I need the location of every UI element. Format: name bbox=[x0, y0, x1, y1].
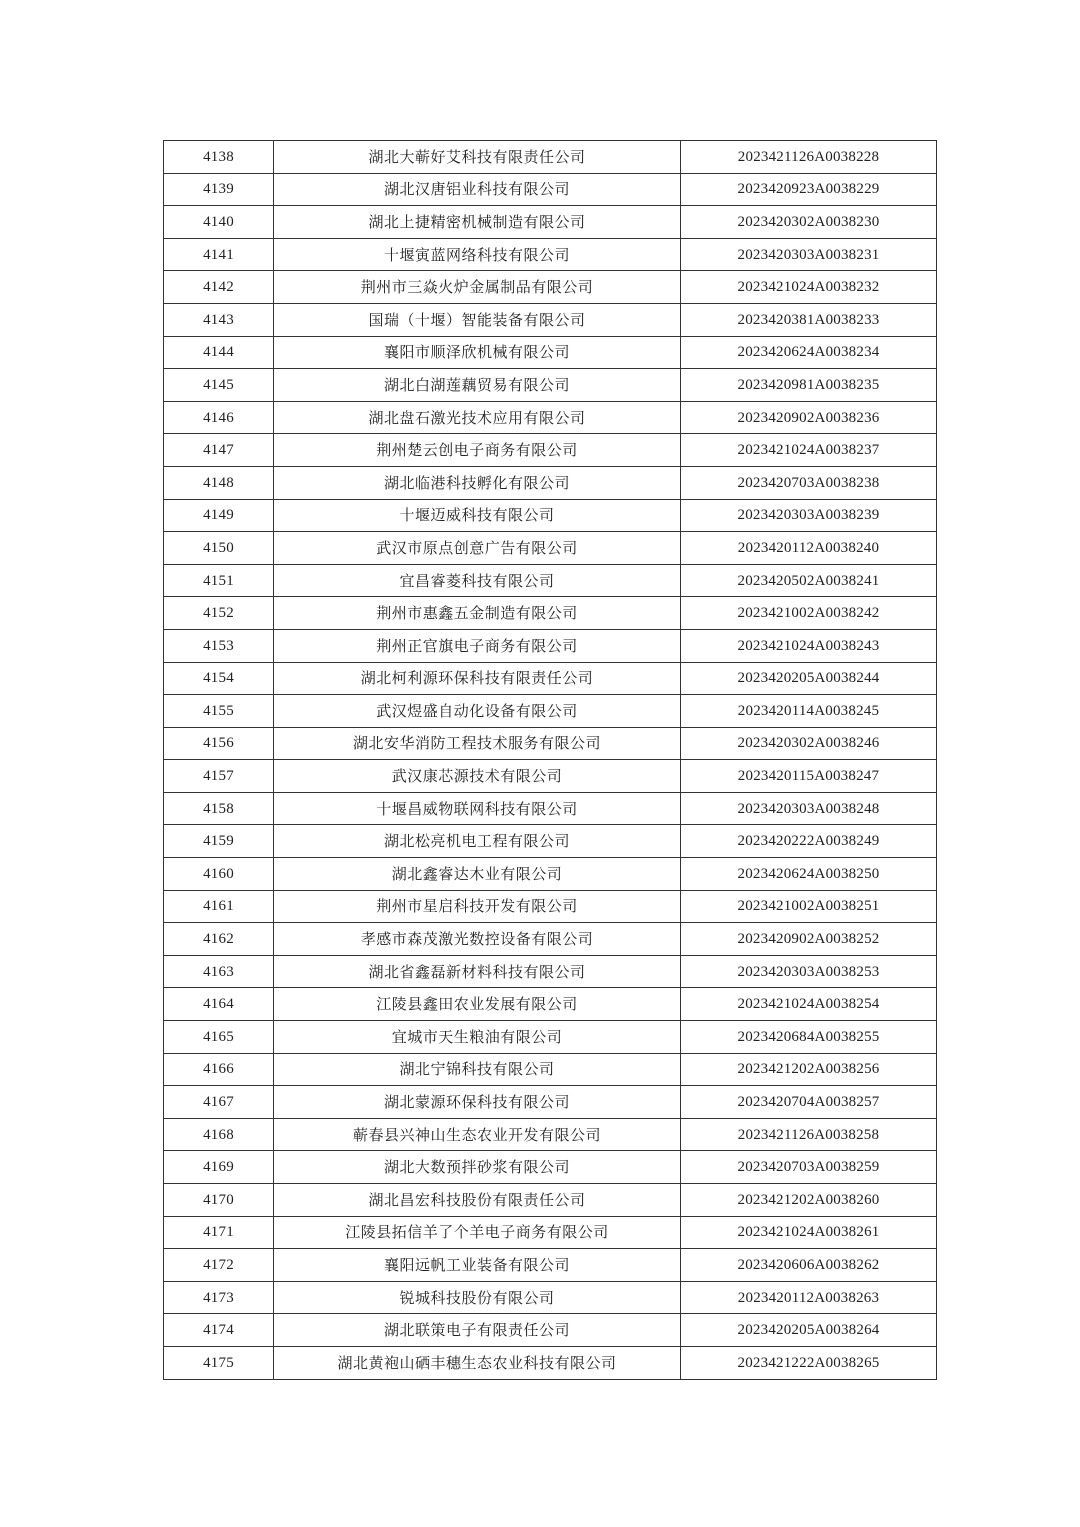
row-number-cell: 4152 bbox=[164, 597, 274, 630]
company-name-cell: 江陵县拓信羊了个羊电子商务有限公司 bbox=[274, 1216, 681, 1249]
table-row bbox=[164, 369, 937, 402]
company-name-cell: 国瑞（十堰）智能装备有限公司 bbox=[274, 303, 681, 336]
registration-code-cell: 2023420902A0038252 bbox=[681, 923, 937, 956]
table-row bbox=[164, 141, 937, 174]
registration-code-cell: 2023420902A0038236 bbox=[681, 401, 937, 434]
company-name-cell: 荆州市星启科技开发有限公司 bbox=[274, 890, 681, 923]
row-number-cell: 4163 bbox=[164, 955, 274, 988]
registration-code-cell: 2023421202A0038260 bbox=[681, 1184, 937, 1217]
registration-code-cell: 2023420703A0038259 bbox=[681, 1151, 937, 1184]
company-name-cell: 湖北松亮机电工程有限公司 bbox=[274, 825, 681, 858]
table-row bbox=[164, 1216, 937, 1249]
company-name-cell: 荆州市惠鑫五金制造有限公司 bbox=[274, 597, 681, 630]
company-name-cell: 武汉市原点创意广告有限公司 bbox=[274, 532, 681, 565]
company-name-cell: 十堰昌威物联网科技有限公司 bbox=[274, 792, 681, 825]
company-name-cell: 十堰迈威科技有限公司 bbox=[274, 499, 681, 532]
row-number-cell: 4146 bbox=[164, 401, 274, 434]
registration-code-cell: 2023421024A0038232 bbox=[681, 271, 937, 304]
company-name-cell: 湖北临港科技孵化有限公司 bbox=[274, 466, 681, 499]
registration-code-cell: 2023420624A0038234 bbox=[681, 336, 937, 369]
company-name-cell: 湖北柯利源环保科技有限责任公司 bbox=[274, 662, 681, 695]
table-row bbox=[164, 1151, 937, 1184]
company-name-cell: 湖北鑫睿达木业有限公司 bbox=[274, 858, 681, 891]
registration-code-cell: 2023420303A0038239 bbox=[681, 499, 937, 532]
company-name-cell: 江陵县鑫田农业发展有限公司 bbox=[274, 988, 681, 1021]
row-number-cell: 4159 bbox=[164, 825, 274, 858]
company-name-cell: 武汉康芯源技术有限公司 bbox=[274, 760, 681, 793]
row-number-cell: 4140 bbox=[164, 206, 274, 239]
company-name-cell: 湖北汉唐铝业科技有限公司 bbox=[274, 173, 681, 206]
table-row bbox=[164, 499, 937, 532]
registration-code-cell: 2023420381A0038233 bbox=[681, 303, 937, 336]
row-number-cell: 4160 bbox=[164, 858, 274, 891]
row-number-cell: 4153 bbox=[164, 629, 274, 662]
registration-code-cell: 2023420703A0038238 bbox=[681, 466, 937, 499]
registration-code-cell: 2023420205A0038264 bbox=[681, 1314, 937, 1347]
registration-code-cell: 2023421024A0038237 bbox=[681, 434, 937, 467]
table-row bbox=[164, 792, 937, 825]
table-row bbox=[164, 173, 937, 206]
table-row bbox=[164, 662, 937, 695]
registration-code-cell: 2023421126A0038258 bbox=[681, 1118, 937, 1151]
company-name-cell: 湖北蒙源环保科技有限公司 bbox=[274, 1086, 681, 1119]
table-row bbox=[164, 271, 937, 304]
row-number-cell: 4151 bbox=[164, 564, 274, 597]
table-row bbox=[164, 1184, 937, 1217]
table-row bbox=[164, 695, 937, 728]
company-name-cell: 湖北安华消防工程技术服务有限公司 bbox=[274, 727, 681, 760]
registration-code-cell: 2023420114A0038245 bbox=[681, 695, 937, 728]
company-name-cell: 湖北上捷精密机械制造有限公司 bbox=[274, 206, 681, 239]
row-number-cell: 4145 bbox=[164, 369, 274, 402]
row-number-cell: 4169 bbox=[164, 1151, 274, 1184]
table-row bbox=[164, 825, 937, 858]
registration-code-cell: 2023420303A0038231 bbox=[681, 238, 937, 271]
company-name-cell: 湖北大数预拌砂浆有限公司 bbox=[274, 1151, 681, 1184]
table-row bbox=[164, 858, 937, 891]
registration-code-cell: 2023420981A0038235 bbox=[681, 369, 937, 402]
registration-code-cell: 2023420303A0038253 bbox=[681, 955, 937, 988]
registration-code-cell: 2023421126A0038228 bbox=[681, 141, 937, 174]
table-row bbox=[164, 923, 937, 956]
table-row bbox=[164, 564, 937, 597]
registration-code-cell: 2023421002A0038251 bbox=[681, 890, 937, 923]
company-name-cell: 孝感市森茂激光数控设备有限公司 bbox=[274, 923, 681, 956]
table-row bbox=[164, 1314, 937, 1347]
table-row bbox=[164, 597, 937, 630]
company-name-cell: 湖北昌宏科技股份有限责任公司 bbox=[274, 1184, 681, 1217]
registration-code-cell: 2023421024A0038254 bbox=[681, 988, 937, 1021]
registration-code-cell: 2023421222A0038265 bbox=[681, 1346, 937, 1379]
table-row bbox=[164, 532, 937, 565]
table-row bbox=[164, 988, 937, 1021]
row-number-cell: 4154 bbox=[164, 662, 274, 695]
registration-code-cell: 2023420205A0038244 bbox=[681, 662, 937, 695]
company-name-cell: 襄阳远帆工业装备有限公司 bbox=[274, 1249, 681, 1282]
registration-code-cell: 2023420923A0038229 bbox=[681, 173, 937, 206]
row-number-cell: 4175 bbox=[164, 1346, 274, 1379]
row-number-cell: 4158 bbox=[164, 792, 274, 825]
row-number-cell: 4162 bbox=[164, 923, 274, 956]
company-name-cell: 湖北盘石激光技术应用有限公司 bbox=[274, 401, 681, 434]
table-body bbox=[164, 141, 937, 1380]
registration-code-cell: 2023421202A0038256 bbox=[681, 1053, 937, 1086]
company-name-cell: 湖北联策电子有限责任公司 bbox=[274, 1314, 681, 1347]
table-row bbox=[164, 206, 937, 239]
registration-code-cell: 2023420704A0038257 bbox=[681, 1086, 937, 1119]
registration-code-cell: 2023420112A0038263 bbox=[681, 1281, 937, 1314]
table-row bbox=[164, 303, 937, 336]
row-number-cell: 4142 bbox=[164, 271, 274, 304]
table-row bbox=[164, 760, 937, 793]
company-name-cell: 荆州楚云创电子商务有限公司 bbox=[274, 434, 681, 467]
company-name-cell: 荆州正官旗电子商务有限公司 bbox=[274, 629, 681, 662]
row-number-cell: 4147 bbox=[164, 434, 274, 467]
row-number-cell: 4149 bbox=[164, 499, 274, 532]
row-number-cell: 4173 bbox=[164, 1281, 274, 1314]
row-number-cell: 4168 bbox=[164, 1118, 274, 1151]
company-name-cell: 襄阳市顺泽欣机械有限公司 bbox=[274, 336, 681, 369]
table-row bbox=[164, 955, 937, 988]
registration-code-cell: 2023420302A0038246 bbox=[681, 727, 937, 760]
table-row bbox=[164, 1281, 937, 1314]
row-number-cell: 4172 bbox=[164, 1249, 274, 1282]
registration-code-cell: 2023420502A0038241 bbox=[681, 564, 937, 597]
row-number-cell: 4164 bbox=[164, 988, 274, 1021]
table-row bbox=[164, 238, 937, 271]
row-number-cell: 4155 bbox=[164, 695, 274, 728]
table-row bbox=[164, 727, 937, 760]
company-name-cell: 锐城科技股份有限公司 bbox=[274, 1281, 681, 1314]
company-name-cell: 十堰寅蓝网络科技有限公司 bbox=[274, 238, 681, 271]
registration-code-cell: 2023420302A0038230 bbox=[681, 206, 937, 239]
table-row bbox=[164, 890, 937, 923]
row-number-cell: 4141 bbox=[164, 238, 274, 271]
table-row bbox=[164, 1053, 937, 1086]
table-row bbox=[164, 401, 937, 434]
row-number-cell: 4166 bbox=[164, 1053, 274, 1086]
table-row bbox=[164, 1346, 937, 1379]
company-name-cell: 湖北黄袍山硒丰穗生态农业科技有限公司 bbox=[274, 1346, 681, 1379]
registration-code-cell: 2023420606A0038262 bbox=[681, 1249, 937, 1282]
table-row bbox=[164, 434, 937, 467]
registration-code-cell: 2023421002A0038242 bbox=[681, 597, 937, 630]
company-registry-table bbox=[163, 140, 937, 1380]
row-number-cell: 4148 bbox=[164, 466, 274, 499]
company-name-cell: 武汉煜盛自动化设备有限公司 bbox=[274, 695, 681, 728]
row-number-cell: 4165 bbox=[164, 1021, 274, 1054]
company-name-cell: 宜城市天生粮油有限公司 bbox=[274, 1021, 681, 1054]
row-number-cell: 4143 bbox=[164, 303, 274, 336]
row-number-cell: 4174 bbox=[164, 1314, 274, 1347]
registration-code-cell: 2023421024A0038261 bbox=[681, 1216, 937, 1249]
table-row bbox=[164, 629, 937, 662]
company-name-cell: 湖北大蕲好艾科技有限责任公司 bbox=[274, 141, 681, 174]
row-number-cell: 4157 bbox=[164, 760, 274, 793]
company-name-cell: 湖北白湖莲藕贸易有限公司 bbox=[274, 369, 681, 402]
row-number-cell: 4170 bbox=[164, 1184, 274, 1217]
row-number-cell: 4161 bbox=[164, 890, 274, 923]
registration-code-cell: 2023420303A0038248 bbox=[681, 792, 937, 825]
company-name-cell: 宜昌睿菱科技有限公司 bbox=[274, 564, 681, 597]
table-row bbox=[164, 466, 937, 499]
row-number-cell: 4171 bbox=[164, 1216, 274, 1249]
row-number-cell: 4139 bbox=[164, 173, 274, 206]
row-number-cell: 4150 bbox=[164, 532, 274, 565]
row-number-cell: 4138 bbox=[164, 141, 274, 174]
registration-code-cell: 2023421024A0038243 bbox=[681, 629, 937, 662]
company-name-cell: 荆州市三焱火炉金属制品有限公司 bbox=[274, 271, 681, 304]
row-number-cell: 4156 bbox=[164, 727, 274, 760]
registration-code-cell: 2023420624A0038250 bbox=[681, 858, 937, 891]
table-row bbox=[164, 1021, 937, 1054]
registration-code-cell: 2023420115A0038247 bbox=[681, 760, 937, 793]
registration-code-cell: 2023420112A0038240 bbox=[681, 532, 937, 565]
company-name-cell: 蕲春县兴神山生态农业开发有限公司 bbox=[274, 1118, 681, 1151]
table-row bbox=[164, 1118, 937, 1151]
company-name-cell: 湖北宁锦科技有限公司 bbox=[274, 1053, 681, 1086]
registration-code-cell: 2023420684A0038255 bbox=[681, 1021, 937, 1054]
row-number-cell: 4144 bbox=[164, 336, 274, 369]
table-row bbox=[164, 336, 937, 369]
table-row bbox=[164, 1249, 937, 1282]
company-name-cell: 湖北省鑫磊新材料科技有限公司 bbox=[274, 955, 681, 988]
registration-code-cell: 2023420222A0038249 bbox=[681, 825, 937, 858]
table-row bbox=[164, 1086, 937, 1119]
row-number-cell: 4167 bbox=[164, 1086, 274, 1119]
